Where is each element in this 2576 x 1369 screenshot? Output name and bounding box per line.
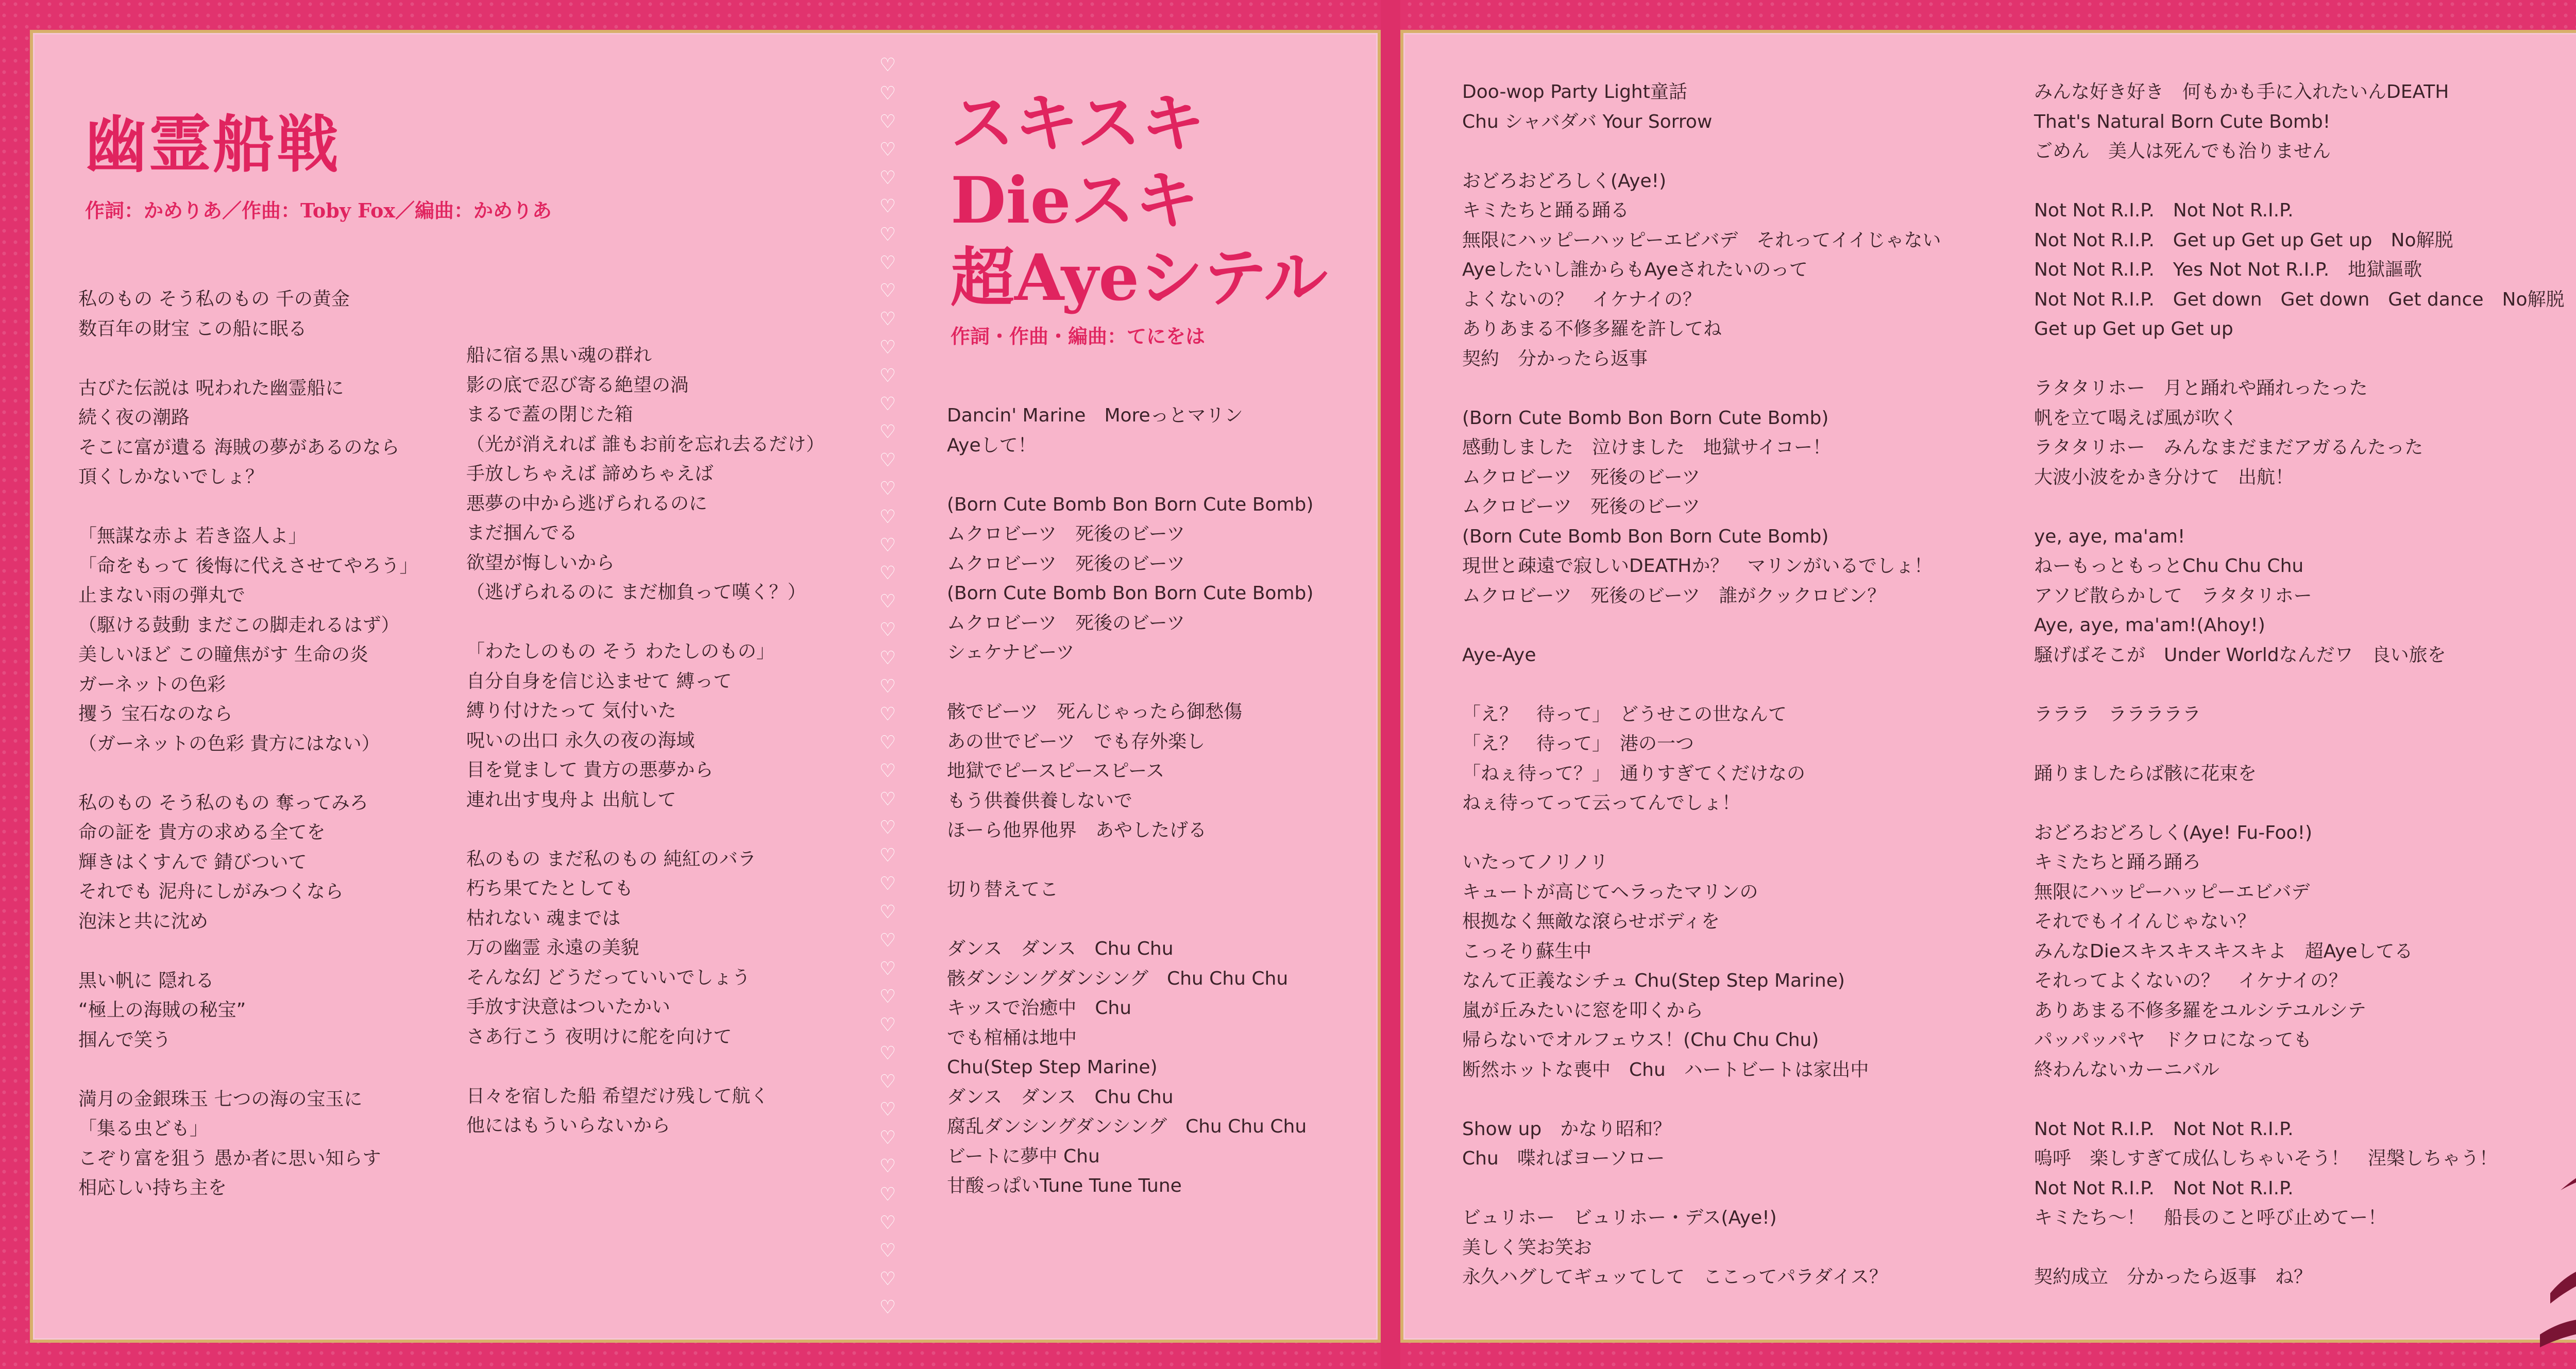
lyric-line — [78, 936, 418, 966]
lyric-line: 「集る虫ども」 — [78, 1118, 209, 1139]
heart-icon: ♡ — [879, 675, 896, 697]
lyric-line: 骸ダンシングダンシング Chu Chu Chu — [947, 968, 1289, 989]
lyric-line: （ガーネットの色彩 貴方にはない） — [78, 733, 380, 754]
lyric-line: 終わんないカーニバル — [2034, 1059, 2220, 1080]
lyric-line — [78, 492, 418, 522]
lyric-line: ラララ ラララララ — [2034, 703, 2201, 725]
lyric-line: 掴んで笑う — [78, 1029, 172, 1051]
lyric-line: （光が消えれば 誰もお前を忘れ去るだけ） — [466, 433, 825, 455]
song2-title-line: Dieスキ — [951, 163, 1199, 238]
lyric-line: 縛り付けたって 気付いた — [466, 700, 676, 721]
song1-lyrics-col1 — [78, 284, 418, 1203]
heart-icon: ♡ — [879, 788, 896, 810]
lyric-line: もう供養供養しないで — [947, 790, 1133, 812]
lyric-line: “極上の海賊の秘宝” — [78, 1000, 246, 1021]
lyric-line — [947, 668, 1313, 698]
heart-divider — [877, 52, 898, 1322]
lyric-line — [1462, 818, 1941, 848]
lyric-line: 契約成立 分かったら返事 ね？ — [2034, 1266, 2313, 1288]
heart-icon: ♡ — [879, 421, 896, 443]
lyric-line: ありあまる不修多羅を許してね — [1462, 318, 1722, 340]
heart-icon: ♡ — [879, 82, 896, 104]
lyric-line: Chu(Step Step Marine) — [947, 1057, 1158, 1078]
lyric-line — [2034, 670, 2565, 700]
lyric-line: 万の幽霊 永遠の美貌 — [466, 937, 639, 958]
heart-icon: ♡ — [879, 167, 896, 189]
song1-title: 幽霊船戦 — [85, 108, 341, 181]
heart-icon: ♡ — [879, 986, 896, 1008]
song2-credit: 作詞・作曲・編曲：てにをは — [951, 325, 1206, 348]
lyric-line: 呪いの出口 永久の夜の海域 — [466, 730, 695, 751]
lyric-line: Not Not R.I.P. Yes Not Not R.I.P. 地獄謳歌 — [2034, 259, 2422, 280]
lyric-line — [1462, 374, 1941, 403]
lyric-line: 腐乱ダンシングダンシング Chu Chu Chu — [947, 1116, 1307, 1137]
heart-icon: ♡ — [879, 478, 896, 499]
lyric-line: 枯れない 魂までは — [466, 907, 621, 929]
lyric-line: キッスで治癒中 Chu — [947, 998, 1132, 1019]
song2-lyrics-col3 — [2034, 77, 2565, 1292]
lyric-line: パッパッパヤ ドクロになっても — [2034, 1029, 2312, 1051]
lyric-line: Show up かなり昭和？ — [1462, 1118, 1672, 1140]
lyric-line: 手放しちゃえば 諦めちゃえば — [466, 463, 714, 484]
lyric-line: 私のもの そう私のもの 奪ってみろ — [78, 792, 368, 814]
lyric-line: (Born Cute Bomb Bon Born Cute Bomb) — [947, 494, 1314, 515]
lyric-line — [466, 815, 824, 844]
lyric-line: Chu 喋ればヨーソロー — [1462, 1148, 1665, 1169]
lyric-line: 船に宿る黒い魂の群れ — [466, 345, 652, 366]
heart-icon: ♡ — [879, 760, 896, 782]
heart-icon: ♡ — [879, 1212, 896, 1233]
lyric-line: 嗚呼 楽しすぎて成仏しちゃいそう！ 涅槃しちゃう！ — [2034, 1148, 2498, 1169]
lyric-line — [466, 607, 824, 637]
lyric-line: 踊りましたらば骸に花束を — [2034, 763, 2257, 784]
heart-icon: ♡ — [879, 450, 896, 471]
lyric-line — [947, 905, 1313, 935]
lyric-line — [947, 846, 1313, 875]
lyric-line: 数百年の財宝 この船に眠る — [78, 318, 307, 340]
lyric-line: 帆を立て喝えば風が吹く — [2034, 407, 2239, 429]
lyric-line: ダンス ダンス Chu Chu — [947, 938, 1174, 959]
lyric-line: キミたちと踊る踊る — [1462, 200, 1630, 221]
heart-icon: ♡ — [879, 1071, 896, 1092]
lyric-line: That's Natural Born Cute Bomb! — [2034, 111, 2331, 132]
heart-icon: ♡ — [879, 393, 896, 415]
lyric-line — [78, 1055, 418, 1085]
lyric-line: 永久ハグしてギュッてして ここってパラダイス？ — [1462, 1266, 1888, 1288]
lyric-line: 大波小波をかき分けて 出航！ — [2034, 466, 2294, 488]
lyric-line: まるで蓋の閉じた箱 — [466, 404, 633, 425]
lyric-line: Not Not R.I.P. Not Not R.I.P. — [2034, 1118, 2294, 1140]
lyric-line: Dancin' Marine Moreっとマリン — [947, 405, 1243, 426]
heart-icon: ♡ — [879, 195, 896, 217]
heart-icon: ♡ — [879, 732, 896, 754]
heart-icon: ♡ — [879, 365, 896, 386]
lyric-line: ありあまる不修多羅をユルシテユルシテ — [2034, 1000, 2366, 1021]
heart-icon: ♡ — [879, 139, 896, 161]
heart-icon: ♡ — [879, 929, 896, 951]
lyric-line — [78, 758, 418, 788]
lyric-line — [2034, 344, 2565, 374]
heart-icon: ♡ — [879, 1269, 896, 1290]
lyric-line: 美しく笑お笑お — [1462, 1237, 1592, 1258]
lyric-line: ビュリホー ビュリホー・デス(Aye!) — [1462, 1207, 1777, 1228]
lyric-line: ガーネットの色彩 — [78, 673, 226, 695]
lyric-line: 悪夢の中から逃げられるのに — [466, 493, 708, 514]
lyric-line — [1462, 1174, 1941, 1204]
song1-lyrics-col2 — [466, 341, 824, 1141]
lyric-line: (Born Cute Bomb Bon Born Cute Bomb) — [1462, 407, 1829, 429]
lyric-line: 攫う 宝石なのなら — [78, 703, 233, 724]
lyric-line: ビートに夢中 Chu — [947, 1145, 1100, 1167]
heart-icon: ♡ — [879, 506, 896, 528]
lyric-line — [2034, 1233, 2565, 1263]
lyric-line — [1462, 670, 1941, 700]
lyric-line: みんなDieスキスキスキスキよ 超Ayeしてる — [2034, 940, 2413, 962]
lyric-line: いたってノリノリ — [1462, 852, 1608, 873]
lyric-line: そんな幻 どうだっていいでしょう — [466, 967, 751, 988]
lyric-line: Not Not R.I.P. Get up Get up Get up No解脱 — [2034, 229, 2453, 251]
song2-lyrics-col1 — [947, 401, 1313, 1201]
lyric-line — [1462, 137, 1941, 166]
lyric-line — [2034, 166, 2565, 196]
lyric-line: 古びた伝説は 呪われた幽霊船に — [78, 377, 344, 399]
heart-icon: ♡ — [879, 619, 896, 640]
lyric-line: Get up Get up Get up — [2034, 318, 2233, 340]
heart-icon: ♡ — [879, 111, 896, 132]
lyric-line: ほーら他界他界 あやしたげる — [947, 820, 1207, 841]
lyric-line — [947, 460, 1313, 490]
lyric-line: 黒い帆に 隠れる — [78, 970, 214, 991]
heart-icon: ♡ — [879, 1184, 896, 1205]
song2-title — [951, 85, 1328, 317]
lyric-line: こっそり蘇生中 — [1462, 940, 1592, 962]
lyric-line: 「命をもって 後悔に代えさせてやろう」 — [78, 555, 418, 577]
heart-icon: ♡ — [879, 647, 896, 669]
lyric-line: それでも 泥舟にしがみつくなら — [78, 881, 344, 902]
lyric-line: 地獄でピースピースピース — [947, 760, 1165, 782]
lyric-line: 続く夜の潮路 — [78, 407, 190, 428]
heart-icon: ♡ — [879, 252, 896, 274]
lyric-line: 自分自身を信じ込ませて 縛って — [466, 670, 732, 692]
lyric-line: Chu シャバダバ Your Sorrow — [1462, 111, 1713, 132]
lyric-line: ラタタリホー みんなまだまだアガるんたった — [2034, 437, 2424, 458]
lyric-line: ラタタリホー 月と踊れや踊れったった — [2034, 378, 2368, 399]
lyric-line: キュートが高じてヘラったマリンの — [1462, 881, 1758, 903]
lyric-line: Doo-wop Party Light童話 — [1462, 81, 1687, 103]
lyric-line: 満月の金銀珠玉 七つの海の宝玉に — [78, 1088, 363, 1110]
heart-icon: ♡ — [879, 534, 896, 556]
lyric-line: 止まない雨の弾丸で — [78, 585, 246, 606]
heart-icon: ♡ — [879, 563, 896, 584]
palm-tree-icon — [2540, 1025, 2576, 1355]
lyric-line: あの世でビーツ でも存外楽し — [947, 731, 1206, 752]
lyric-line: まだ掴んでる — [466, 522, 578, 544]
song1-credit: 作詞：かめりあ／作曲：Toby Fox／編曲：かめりあ — [85, 199, 552, 222]
song2-lyrics-col2 — [1462, 77, 1941, 1292]
heart-icon: ♡ — [879, 336, 896, 358]
heart-icon: ♡ — [879, 55, 896, 76]
lyric-line: おどろおどろしく(Aye! Fu-Foo!) — [2034, 822, 2313, 843]
lyric-line: ムクロビーツ 死後のビーツ 誰がクックロビン？ — [1462, 585, 1886, 606]
heart-icon: ♡ — [879, 1127, 896, 1149]
lyric-line: おどろおどろしく(Aye!) — [1462, 170, 1667, 192]
lyric-line: ムクロビーツ 死後のビーツ — [1462, 496, 1701, 517]
lyric-line: ねぇ待ってって云ってんでしょ！ — [1462, 792, 1741, 814]
lyric-line: Aye, aye, ma'am!(Ahoy!) — [2034, 615, 2265, 636]
lyric-line — [78, 344, 418, 374]
lyric-line: 「え？ 待って」 港の一つ — [1462, 733, 1694, 754]
lyric-line: ごめん 美人は死んでも治りません — [2034, 141, 2331, 162]
lyric-line: みんな好き好き 何もかも手に入れたいんDEATH — [2034, 81, 2449, 103]
lyric-line: 「無謀な赤よ 若き盗人よ」 — [78, 526, 307, 547]
heart-icon: ♡ — [879, 1015, 896, 1036]
lyric-line — [1462, 611, 1941, 640]
lyric-line: キミたち～！ 船長のこと呼び止めてー！ — [2034, 1207, 2387, 1228]
lyric-line: ムクロビーツ 死後のビーツ — [947, 523, 1185, 545]
heart-icon: ♡ — [879, 958, 896, 979]
lyric-line: 目を覚まして 貴方の悪夢から — [466, 759, 714, 781]
lyric-line: ダンス ダンス Chu Chu — [947, 1086, 1174, 1108]
lyric-line: 断然ホットな喪中 Chu ハートビートは家出中 — [1462, 1059, 1869, 1080]
heart-icon: ♡ — [879, 1156, 896, 1177]
lyric-line: それってよくないの？ イケナイの？ — [2034, 970, 2348, 991]
lyric-line: 日々を宿した船 希望だけ残して航く — [466, 1085, 769, 1107]
lyric-line: 帰らないでオルフェウス！(Chu Chu Chu) — [1462, 1029, 1819, 1051]
lyric-line: Ayeして！ — [947, 434, 1037, 456]
lyric-line — [1462, 1085, 1941, 1114]
lyric-line: 手放す決意はついたかい — [466, 996, 671, 1018]
heart-icon: ♡ — [879, 1297, 896, 1319]
lyric-line: ムクロビーツ 死後のビーツ — [947, 553, 1185, 574]
lyric-line: キミたちと踊ろ踊ろ — [2034, 852, 2201, 873]
lyric-line: 「ねぇ待って？」 通りすぎてくだけなの — [1462, 763, 1806, 784]
booklet-spine — [1381, 0, 1400, 1369]
lyric-line: シェケナビーツ — [947, 642, 1075, 663]
lyric-line: ねーもっともっとChu Chu Chu — [2034, 555, 2304, 577]
lyric-line: 頂くしかないでしょ？ — [78, 466, 264, 487]
lyric-line: 朽ち果てたとしても — [466, 878, 634, 899]
lyric-line — [466, 1052, 824, 1081]
lyric-line: 他にはもういらないから — [466, 1115, 671, 1136]
lyric-line: 私のもの まだ私のもの 純紅のバラ — [466, 848, 756, 870]
heart-icon: ♡ — [879, 1042, 896, 1064]
lyric-line: そこに富が遺る 海賊の夢があるのなら — [78, 436, 400, 458]
lyric-line: 「わたしのもの そう わたしのもの」 — [466, 641, 775, 662]
heart-icon: ♡ — [879, 280, 896, 302]
lyric-line: Not Not R.I.P. Not Not R.I.P. — [2034, 200, 2294, 221]
lyric-line: 甘酸っぱいTune Tune Tune — [947, 1175, 1182, 1196]
lyric-line: 現世と疎遠で寂しいDEATHか？ マリンがいるでしょ！ — [1462, 555, 1933, 577]
lyric-line: でも棺桶は地中 — [947, 1027, 1077, 1049]
heart-icon: ♡ — [879, 309, 896, 330]
lyric-line: 無限にハッピーハッピーエビバデ それってイイじゃない — [1462, 229, 1941, 251]
lyric-line: 切り替えてこ — [947, 879, 1059, 900]
lyric-line: (Born Cute Bomb Bon Born Cute Bomb) — [947, 583, 1314, 604]
lyric-line — [2034, 788, 2565, 818]
lyric-line: 「え？ 待って」 どうせこの世なんて — [1462, 703, 1787, 725]
heart-icon: ♡ — [879, 873, 896, 895]
song2-title-line: 超Ayeシテル — [951, 241, 1328, 315]
lyric-line: 輝きはくすんで 錆びついて — [78, 851, 307, 873]
lyric-line: 欲望が悔しいから — [466, 552, 615, 573]
lyric-line: アソビ散らかして ラタタリホー — [2034, 585, 2312, 606]
lyric-line: 私のもの そう私のもの 千の黄金 — [78, 289, 350, 310]
lyric-line: 命の証を 貴方の求める全てを — [78, 822, 326, 843]
lyric-line: なんて正義なシチュ Chu(Step Step Marine) — [1462, 970, 1845, 991]
lyric-line: ムクロビーツ 死後のビーツ — [1462, 466, 1701, 488]
lyric-line: さあ行こう 夜明けに舵を向けて — [466, 1026, 732, 1047]
lyric-line: 無限にハッピーハッピーエビバデ — [2034, 881, 2310, 903]
lyric-line — [2034, 1085, 2565, 1114]
lyric-line: (Born Cute Bomb Bon Born Cute Bomb) — [1462, 526, 1829, 547]
heart-icon: ♡ — [879, 704, 896, 725]
lyric-line: ムクロビーツ 死後のビーツ — [947, 612, 1185, 634]
heart-icon: ♡ — [879, 1240, 896, 1262]
heart-icon: ♡ — [879, 845, 896, 867]
heart-icon: ♡ — [879, 591, 896, 613]
lyric-line: Not Not R.I.P. Get down Get down Get dance No解脱 — [2034, 289, 2565, 310]
lyric-line: 契約 分かったら返事 — [1462, 348, 1648, 369]
lyric-line: 根拠なく無敵な滾らせボディを — [1462, 911, 1720, 932]
heart-icon: ♡ — [879, 817, 896, 838]
lyric-line: 泡沫と共に沈め — [78, 910, 209, 932]
lyric-line: こぞり富を狙う 愚か者に思い知らす — [78, 1147, 381, 1169]
lyric-line: （逃げられるのに まだ枷負って嘆く？） — [466, 582, 806, 603]
heart-icon: ♡ — [879, 1099, 896, 1121]
heart-icon: ♡ — [879, 224, 896, 245]
lyric-line: 感動しました 泣けました 地獄サイコー！ — [1462, 437, 1832, 458]
lyric-line: （駆ける鼓動 まだこの脚走れるはず） — [78, 614, 400, 636]
lyric-line: よくないの？ イケナイの？ — [1462, 289, 1702, 310]
lyric-line: Aye-Aye — [1462, 644, 1536, 666]
lyric-line: 嵐が丘みたいに窓を叩くから — [1462, 1000, 1704, 1021]
song2-title-line: スキスキ — [951, 86, 1205, 161]
lyric-line: 影の底で忍び寄る絶望の渦 — [466, 374, 689, 396]
lyric-line: 騒げばそこが Under Worldなんだワ 良い旅を — [2034, 644, 2446, 666]
lyric-line: Ayeしたいし誰からもAyeされたいのって — [1462, 259, 1808, 280]
lyric-line — [2034, 729, 2565, 759]
lyric-line: 相応しい持ち主を — [78, 1177, 227, 1198]
heart-icon: ♡ — [879, 901, 896, 923]
lyric-line: ye, aye, ma'am! — [2034, 526, 2185, 547]
lyric-line: 骸でビーツ 死んじゃったら御愁傷 — [947, 701, 1243, 722]
lyric-line: Not Not R.I.P. Not Not R.I.P. — [2034, 1177, 2294, 1199]
lyric-line: 美しいほど この瞳焦がす 生命の炎 — [78, 644, 368, 665]
lyric-line: それでもイイんじゃない？ — [2034, 911, 2256, 932]
lyric-line: 連れ出す曳舟よ 出航して — [466, 789, 676, 810]
lyric-line — [2034, 492, 2565, 522]
